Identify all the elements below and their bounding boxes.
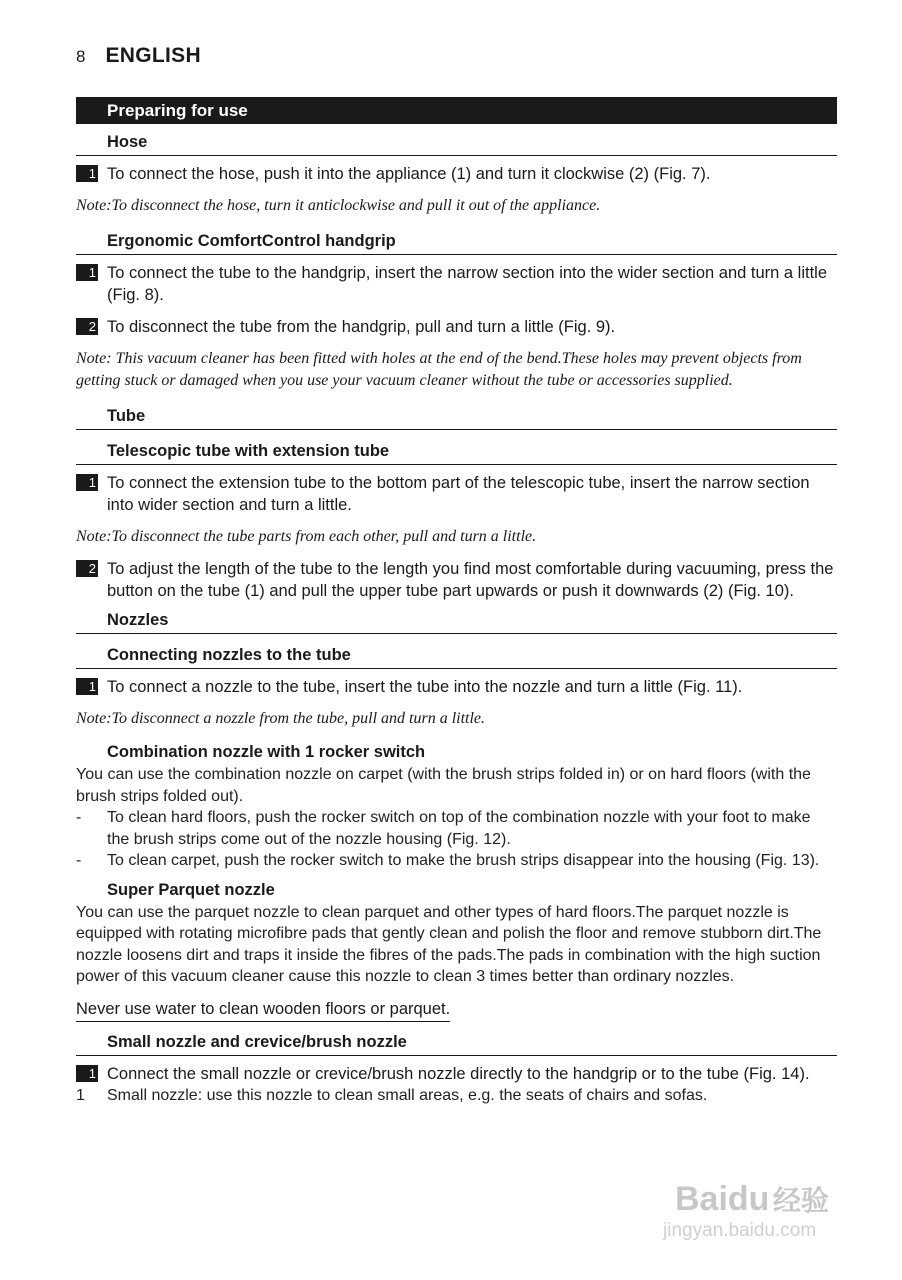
bullet-text: To clean hard floors, push the rocker switch on top of the combination nozzle with your foot to make the brush strips come out of the nozzle housing (Fig. 12). — [107, 809, 811, 848]
small-nozzle-step-1 — [76, 1063, 837, 1085]
hose-step-1 — [76, 163, 837, 185]
parquet-nozzle-heading: Super Parquet nozzle — [107, 880, 275, 899]
hose-note: Note:To disconnect the hose, turn it anticlockwise and pull it out of the appliance. — [76, 197, 601, 214]
tube-step-2 — [76, 558, 837, 602]
step-text: Connect the small nozzle or crevice/brush nozzle directly to the handgrip or to the tube (Fig. 14). — [107, 1064, 810, 1083]
step-number-badge: 1 — [76, 1065, 98, 1082]
watermark-cn: 经验 — [773, 1184, 830, 1217]
step-number-badge: 1 — [76, 264, 98, 281]
step-text: To disconnect the tube from the handgrip, pull and turn a little (Fig. 9). — [107, 318, 616, 336]
page-number: 8 — [76, 47, 86, 66]
step-text: To connect the hose, push it into the appliance (1) and turn it clockwise (2) (Fig. 7). — [107, 165, 711, 183]
telescopic-tube-heading: Telescopic tube with extension tube — [76, 437, 837, 465]
bullet-text: To clean carpet, push the rocker switch to make the brush strips disappear into the housing (Fig. 13). — [107, 852, 820, 869]
handgrip-heading: Ergonomic ComfortControl handgrip — [76, 227, 837, 255]
nozzles-note: Note:To disconnect a nozzle from the tube, pull and turn a little. — [76, 710, 486, 727]
nozzles-heading: Nozzles — [76, 606, 837, 634]
small-nozzle-heading: Small nozzle and crevice/brush nozzle — [76, 1028, 837, 1056]
step-text: To adjust the length of the tube to the length you find most comfortable during vacuuming, press the button on the tube (1) and pull the upper tube part upwards or push it downwards (2) (Fig. 10). — [107, 560, 834, 600]
language-heading: ENGLISH — [105, 44, 201, 67]
parquet-warning: Never use water to clean wooden floors or parquet. — [76, 998, 450, 1022]
item-text: Small nozzle: use this nozzle to clean small areas, e.g. the seats of chairs and sofas. — [107, 1086, 708, 1104]
small-nozzle-item-1 — [76, 1085, 837, 1107]
tube-note: Note:To disconnect the tube parts from each other, pull and turn a little. — [76, 528, 537, 545]
watermark-brand: Baidu — [675, 1180, 770, 1218]
step-number-badge: 2 — [76, 318, 98, 335]
tube-step-1 — [76, 472, 837, 516]
step-number-badge: 2 — [76, 560, 98, 577]
hose-heading: Hose — [76, 128, 837, 156]
page-header — [76, 44, 201, 72]
step-number-badge: 1 — [76, 165, 98, 182]
step-text: To connect the tube to the handgrip, insert the narrow section into the wider section and turn a little (Fig. 8). — [107, 264, 828, 304]
step-number-badge: 1 — [76, 474, 98, 491]
combination-bullet-1 — [76, 807, 837, 850]
step-number-badge: 1 — [76, 678, 98, 695]
bullet-dash: - — [76, 809, 82, 826]
item-number: 1 — [76, 1086, 85, 1104]
nozzles-step-1 — [76, 676, 837, 698]
tube-heading: Tube — [76, 402, 837, 430]
connecting-nozzles-heading: Connecting nozzles to the tube — [76, 641, 837, 669]
combination-nozzle-text: You can use the combination nozzle on carpet (with the brush strips folded in) or on hard floors (with the brush strips folded out). — [76, 766, 811, 805]
page-content — [76, 97, 837, 1106]
handgrip-step-1 — [76, 262, 837, 306]
step-text: To connect a nozzle to the tube, insert the tube into the nozzle and turn a little (Fig. 11). — [107, 678, 743, 696]
combination-nozzle-heading: Combination nozzle with 1 rocker switch — [107, 743, 426, 761]
baidu-watermark-logo — [645, 1172, 845, 1242]
step-text: To connect the extension tube to the bottom part of the telescopic tube, insert the narrow section into wider section and turn a little. — [107, 474, 810, 514]
handgrip-note: Note: This vacuum cleaner has been fitted with holes at the end of the bend.These holes may prevent objects from getting stuck or damaged when you use your vacuum cleaner without the tube or accessories supplied. — [76, 350, 802, 389]
watermark-url: jingyan.baidu.com — [663, 1220, 817, 1241]
section-title-bar: Preparing for use — [76, 97, 837, 124]
handgrip-step-2 — [76, 316, 837, 338]
combination-bullet-2 — [76, 850, 837, 872]
parquet-nozzle-text: You can use the parquet nozzle to clean parquet and other types of hard floors.The parquet nozzle is equipped with rotating microfibre pads that gently clean and polish the floor and remove stubborn dirt.The nozzle loosens dirt and traps it inside the fibres of the pads.The pads in combination with the high suction power of this vacuum cleaner cause this nozzle to clean 3 times better than ordinary nozzles. — [76, 903, 822, 985]
bullet-dash: - — [76, 852, 82, 869]
